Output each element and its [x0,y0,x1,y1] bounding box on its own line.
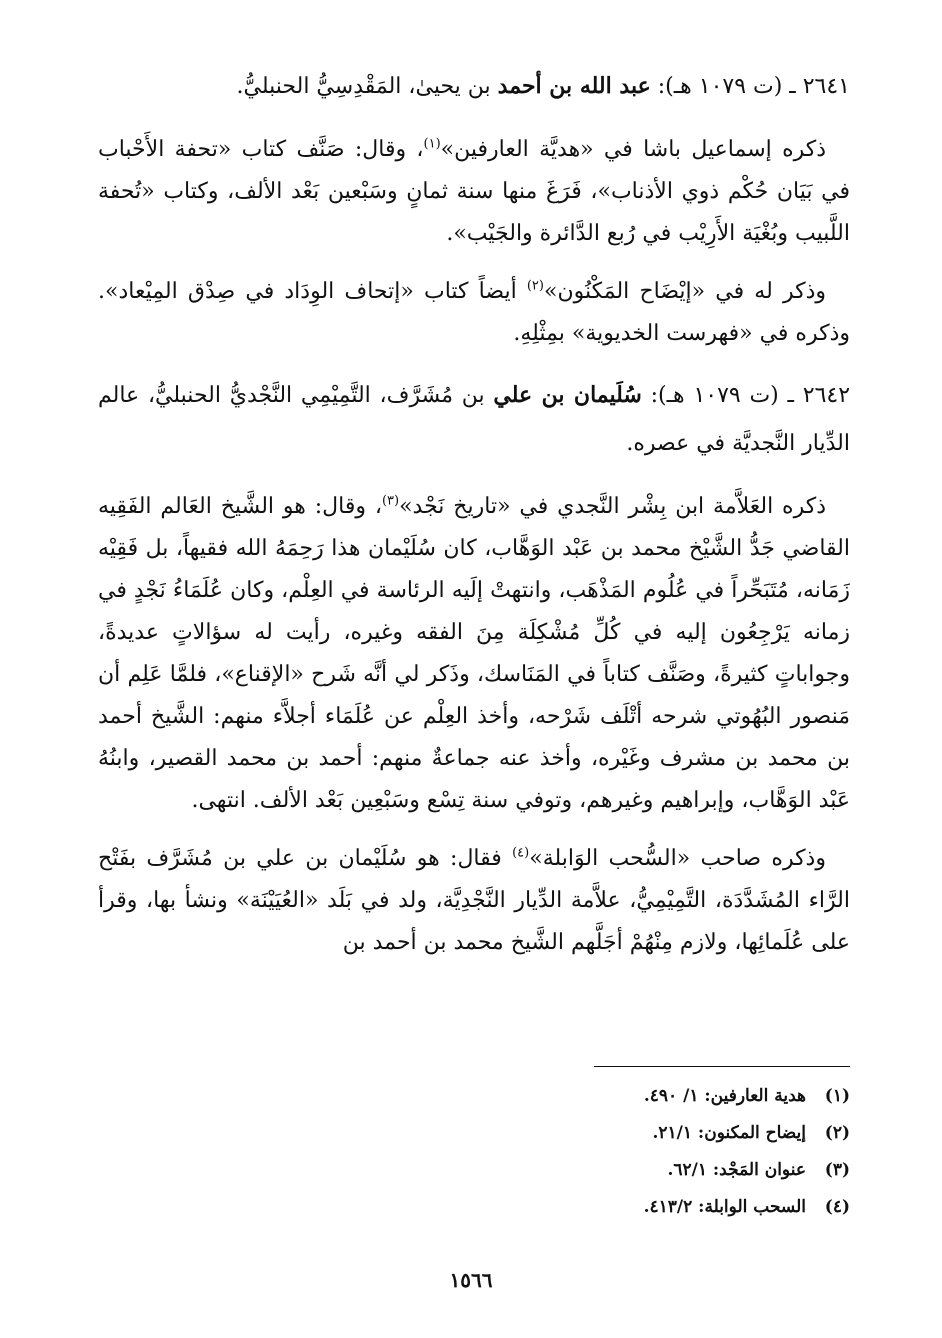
main-text [98,62,850,980]
footnote-item [98,1115,850,1152]
paragraph [98,129,850,255]
entry-name-rest: بن يحيىٰ، المَقْدِسِيُّ الحنبليُّ. [236,74,498,99]
text-run: فقال: هو سُلَيْمان بن علي بن مُشَرَّف بفَتْح الرَّاء المُشَدَّدَة، التَّمِيْمِيُّ، علاَّمة الدِّيار النَّجْدِيَّة، ولد في بَلَد «العُيَيْنَة» ونشأ بها، وقرأ على عُلَمائِها، ولازم مِنْهُمْ أجَلَّهم الشَّيخ محمد بن أحمد بن [98,846,850,955]
footnote-number: (٢) [824,1123,850,1143]
paragraph [98,271,850,355]
footnote-text: هدية العارفين: ١/ ٤٩٠. [643,1086,806,1106]
entry-number-date: ٢٦٤٢ ـ (ت ١٠٧٩ هـ): [641,383,851,408]
footnote-item [98,1078,850,1115]
footnote-divider [594,1066,850,1067]
footnote-text: السحب الوابلة: ٤١٣/٢. [643,1197,806,1217]
footnote-ref: (١) [423,136,441,152]
footnote-item [98,1152,850,1189]
paragraph [98,486,850,822]
entry-name: سُلَيمان بن علي [493,382,642,408]
footnote-text: إيضاح المكنون: ٢١/١. [652,1123,806,1143]
footnote-ref: (٤) [512,845,530,861]
page-number: ١٥٦٦ [449,1268,493,1292]
entry-heading-2641 [98,62,850,111]
footnote-text: عنوان المَجْد: ٦٢/١. [667,1160,806,1180]
footnote-number: (٣) [824,1160,850,1180]
entry-heading-2642 [98,371,850,468]
footnotes [98,1078,850,1226]
text-run: وذكر له في «إيْضَاح المَكْنُون» [543,279,826,304]
entry-name: عبد الله بن أحمد [497,73,651,99]
footnote-number: (١) [824,1086,850,1106]
text-run: ذكره إسماعيل باشا في «هديَّة العارفين» [440,137,826,162]
footnote-ref: (٣) [381,493,400,509]
entry-name-rest: بن مُشَرَّف، التَّمِيْمِي النَّجْديُّ الحنبليُّ، عالم الدِّيار النَّجديَّة في عصره. [98,383,850,456]
text-run: أيضاً كتاب «إتحاف الوِدَاد في صِدْق المِيْعاد». وذكره في «فهرست الخديوية» بمِثْلِهِ. [98,279,850,346]
footnote-ref: (٢) [526,278,544,294]
text-run: وذكره صاحب «السُّحب الوَابلة» [529,846,826,871]
paragraph [98,838,850,964]
footnote-item [98,1189,850,1226]
text-run: ، وقال: صَنَّف كتاب «تحفة الأَحْباب في بَيَان حُكْم ذوي الأذناب»، فَرَغَ منها سنة ثمانٍ وسَبْعين بَعْد الألف، وكتاب «تُحفة اللَّبيب وبُغْيَة الأَرِيْب في رُبع الدَّائرة والجَيْب». [98,137,850,246]
footnote-number: (٤) [824,1197,850,1217]
entry-number-date: ٢٦٤١ ـ (ت ١٠٧٩ هـ): [650,74,850,99]
text-run: ، وقال: هو الشَّيخ العَالم الفَقِيه القاضي جَدُّ الشَّيْخ محمد بن عَبْد الوَهَّاب، كان سُلَيْمان هذا رَحِمَهُ الله فقيهاً، بل فَقِيْه زَمَانه، مُتَبَحِّراً في عُلُوم المَذْهَب، وانتهتْ إلَيه الرئاسة في العِلْم، وكان عُلَمَاءُ نَجْدٍ في زمانه يَرْجِعُون إليه في كُلِّ مُشْكِلَة مِنَ الفقه وغيره، رأيت له سؤالاتٍ عديدةً، وجواباتٍ كثيرةً، وصَنَّف كتاباً في المَنَاسك، وذَكر لي أنَّه شَرح «الإقناع»، فلمَّا عَلِم أن مَنصور البُهُوتي شرحه أتْلَف شَرْحه، وأخذ العِلْم عن عُلَمَاء أجلاَّء منهم: الشَّيخ أحمد بن محمد بن مشرف وغَيْره، وأخذ عنه جماعةٌ منهم: أحمد بن محمد القصير، وابنُهُ عَبْد الوَهَّاب، وإبراهيم وغيرهم، وتوفي سنة تِسْع وسَبْعِين بَعْد الألف. انتهى. [98,494,850,813]
text-run: ذكره العَلاَّمة ابن بِشْر النَّجدي في «تاريخ نَجْد» [399,494,826,519]
